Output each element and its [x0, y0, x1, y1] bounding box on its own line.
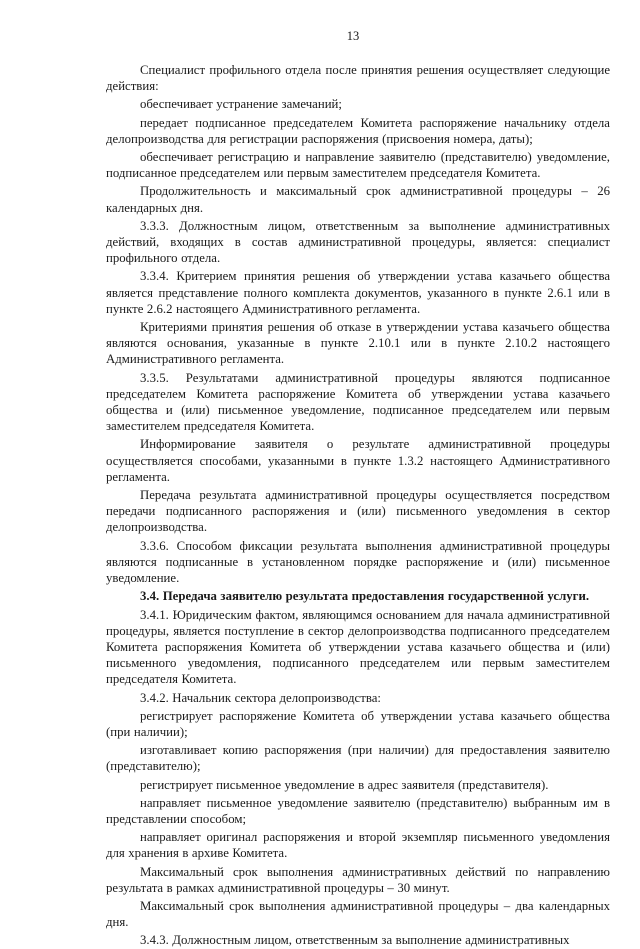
paragraph: 3.4.1. Юридическим фактом, являющимся основанием для начала административной процедуры, является поступление в сектор делопроизводства подписанного председателем Комитета распоряжения Комитета об утверждении устава казачьего общества и (или) письменного уведомления, подписанного председателем или первым заместителем председателя Комитета. — [106, 607, 610, 687]
paragraph: Критериями принятия решения об отказе в утверждении устава казачьего общества являются основания, указанные в пункте 2.10.1 или в пункте 2.10.2 настоящего Административного регламента. — [106, 320, 610, 367]
paragraph: Специалист профильного отдела после принятия решения осуществляет следующие действия: — [106, 63, 610, 94]
paragraph: обеспечивает устранение замечаний; — [140, 97, 342, 112]
section-heading: 3.4. Передача заявителю результата предоставления государственной услуги. — [140, 589, 590, 604]
paragraph: Продолжительность и максимальный срок административной процедуры – 26 календарных дня. — [106, 184, 610, 215]
paragraph: направляет оригинал распоряжения и второй экземпляр письменного уведомления для хранения в архиве Комитета. — [106, 830, 610, 861]
paragraph: 3.3.4. Критерием принятия решения об утверждении устава казачьего общества является представление полного комплекта документов, указанного в пункте 2.6.1 или в пункте 2.6.2 настоящего Административного регламента. — [106, 269, 610, 316]
paragraph: направляет письменное уведомление заявителю (представителю) выбранным им в представлении способом; — [106, 795, 610, 826]
paragraph: передает подписанное председателем Комитета распоряжение начальнику отдела делопроизводства для регистрации распоряжения (присвоения номера, даты); — [106, 115, 610, 146]
paragraph: Максимальный срок выполнения административных действий по направлению результата в рамках административной процедуры – 30 минут. — [106, 864, 610, 895]
paragraph: 3.3.5. Результатами административной процедуры являются подписанное председателем Комитета распоряжение Комитета об утверждении устава казачьего общества и (или) письменное уведомление, подписанное председателем или первым заместителем председателя Комитета. — [106, 370, 610, 434]
paragraph: 3.4.2. Начальник сектора делопроизводства: — [140, 690, 381, 705]
paragraph: регистрирует письменное уведомление в адрес заявителя (представителя). — [140, 777, 549, 792]
paragraph: изготавливает копию распоряжения (при наличии) для предоставления заявителю (представителю); — [106, 743, 610, 774]
paragraph: обеспечивает регистрацию и направление заявителю (представителю) уведомление, подписанное председателем или первым заместителем председателя Комитета. — [106, 150, 610, 181]
page-number: 13 — [346, 29, 360, 43]
paragraph: регистрирует распоряжение Комитета об утверждении устава казачьего общества (при наличии); — [106, 708, 610, 739]
paragraph: Информирование заявителя о результате административной процедуры осуществляется способами, указанными в пункте 1.3.2 настоящего Административного регламента. — [106, 437, 610, 484]
paragraph: Максимальный срок выполнения административной процедуры – два календарных дня. — [106, 898, 610, 930]
paragraph: 3.3.3. Должностным лицом, ответственным за выполнение административных действий, входящих в состав административной процедуры, является: специалист профильного отдела. — [106, 218, 610, 266]
paragraph: Передача результата административной процедуры осуществляется посредством передачи подписанного распоряжения и (или) письменного уведомления в сектор делопроизводства. — [106, 488, 610, 535]
paragraph: 3.3.6. Способом фиксации результата выполнения административной процедуры являются подписанные в установленном порядке распоряжение и (или) письменное уведомление. — [106, 538, 610, 586]
paragraph: 3.4.3. Должностным лицом, ответственным за выполнение административных — [140, 933, 570, 948]
